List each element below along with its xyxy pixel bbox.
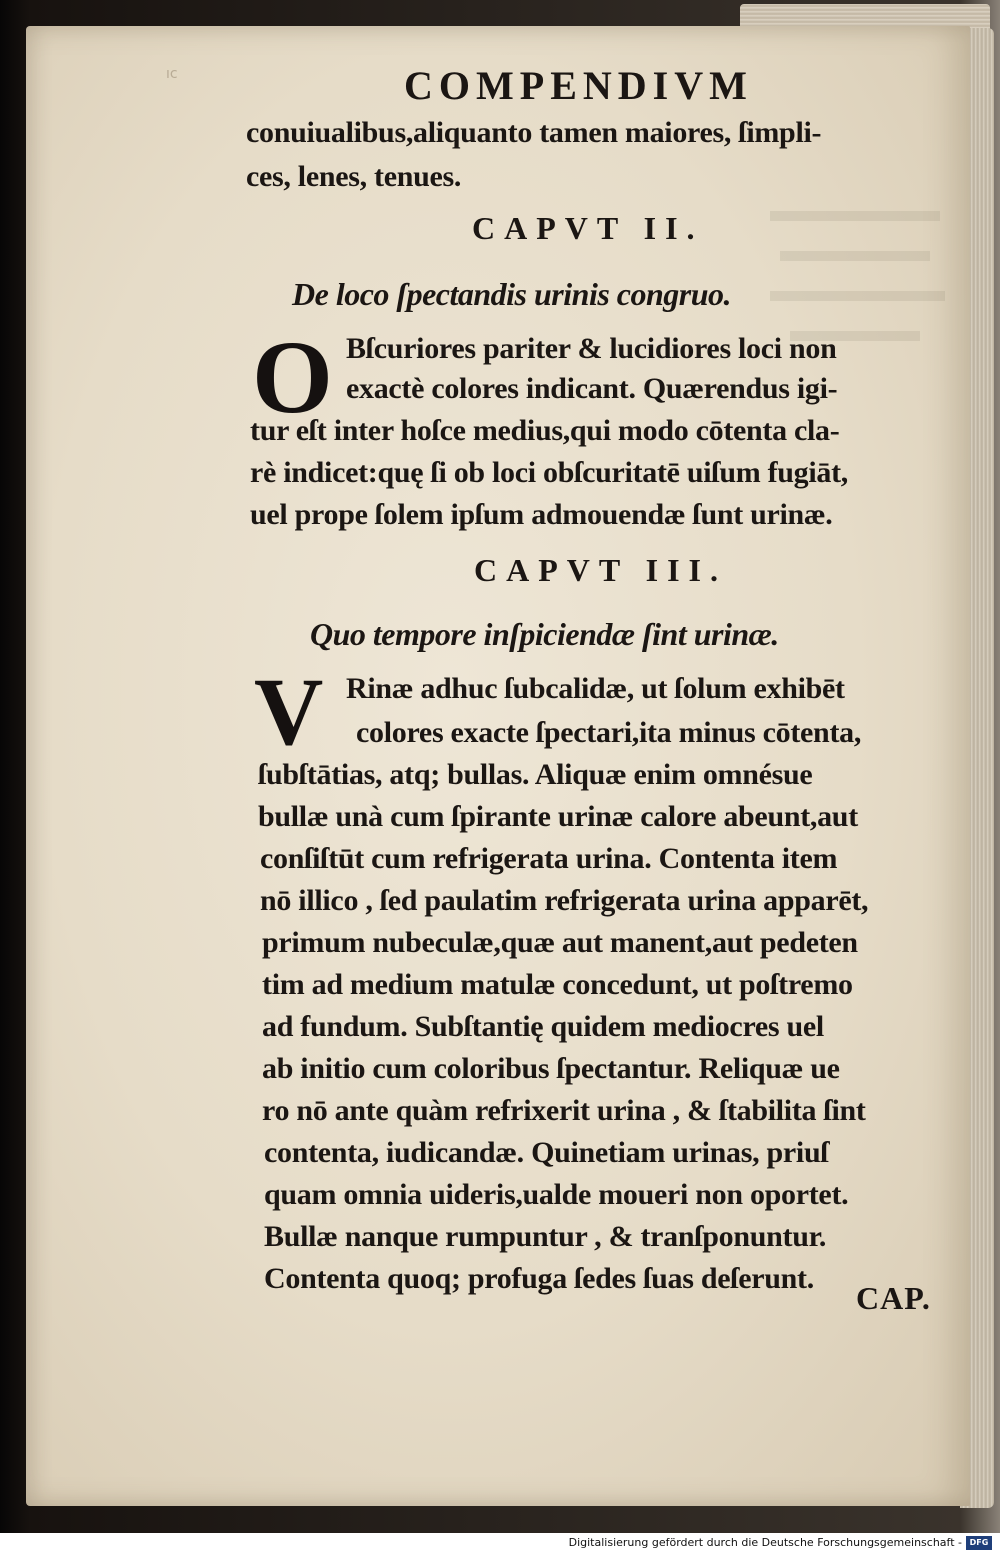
drop-cap-initial: O xyxy=(252,320,333,435)
chapter-heading: CAPVT II. xyxy=(472,210,704,246)
text-line: nō illico , ſed paulatim refrigerata urina apparēt, xyxy=(260,884,869,917)
chapter-subtitle: De loco ſpectandis urinis congruo. xyxy=(292,276,732,312)
text-line: uel prope ſolem ipſum admouendæ ſunt urinæ. xyxy=(250,498,833,531)
text-line: Bullæ nanque rumpuntur , & tranſponuntur. xyxy=(264,1220,827,1253)
text-line: Contenta quoq; profuga ſedes ſuas deſerunt. xyxy=(264,1262,814,1295)
text-line: ab initio cum coloribus ſpectantur. Reliquæ ue xyxy=(262,1052,840,1085)
chapter-heading: CAPVT III. xyxy=(474,552,727,588)
dfg-logo-icon: DFG xyxy=(966,1536,992,1550)
text-line: Bſcuriores pariter & lucidiores loci non xyxy=(346,332,837,365)
text-line: exactè colores indicant. Quærendus igi- xyxy=(346,372,838,405)
text-line: tur eſt inter hoſce medius,qui modo cōtenta cla- xyxy=(250,414,840,447)
text-line: conuiualibus,aliquanto tamen maiores, ſimpli- xyxy=(246,116,822,149)
text-line: ſubſtātias, atq; bullas. Aliquæ enim omnésue xyxy=(258,758,813,791)
text-line: contenta, iudicandæ. Quinetiam urinas, priuſ xyxy=(264,1136,829,1169)
catchword: CAP. xyxy=(856,1280,931,1316)
text-line: ro nō ante quàm refrixerit urina , & ſtabilita ſint xyxy=(262,1094,866,1127)
running-head: COMPENDIVM xyxy=(404,63,753,108)
text-line: rè indicet:quę ſi ob loci obſcuritatē uiſum fugiāt, xyxy=(250,456,849,489)
text-line: quam omnia uideris,ualde moueri non oportet. xyxy=(264,1178,849,1211)
text-line: Rinæ adhuc ſubcalidæ, ut ſolum exhibēt xyxy=(346,672,845,705)
text-line: ces, lenes, tenues. xyxy=(246,160,462,193)
text-line: bullæ unà cum ſpirante urinæ calore abeunt,aut xyxy=(258,800,858,833)
text-line: primum nubeculæ,quæ aut manent,aut pedeten xyxy=(262,926,858,959)
pencil-mark: ıc xyxy=(166,66,178,82)
digitization-credit: Digitalisierung gefördert durch die Deutsche Forschungsgemeinschaft - xyxy=(568,1536,962,1549)
text-line: conſiſtūt cum refrigerata urina. Contenta item xyxy=(260,842,838,875)
text-line: colores exacte ſpectari,ita minus cōtenta, xyxy=(356,716,862,749)
drop-cap-initial: V xyxy=(254,658,324,765)
chapter-subtitle: Quo tempore inſpiciendæ ſint urinæ. xyxy=(310,616,779,652)
text-line: ad fundum. Subſtantię quidem mediocres uel xyxy=(262,1010,824,1043)
text-line: tim ad medium matulæ concedunt, ut poſtremo xyxy=(262,968,853,1001)
